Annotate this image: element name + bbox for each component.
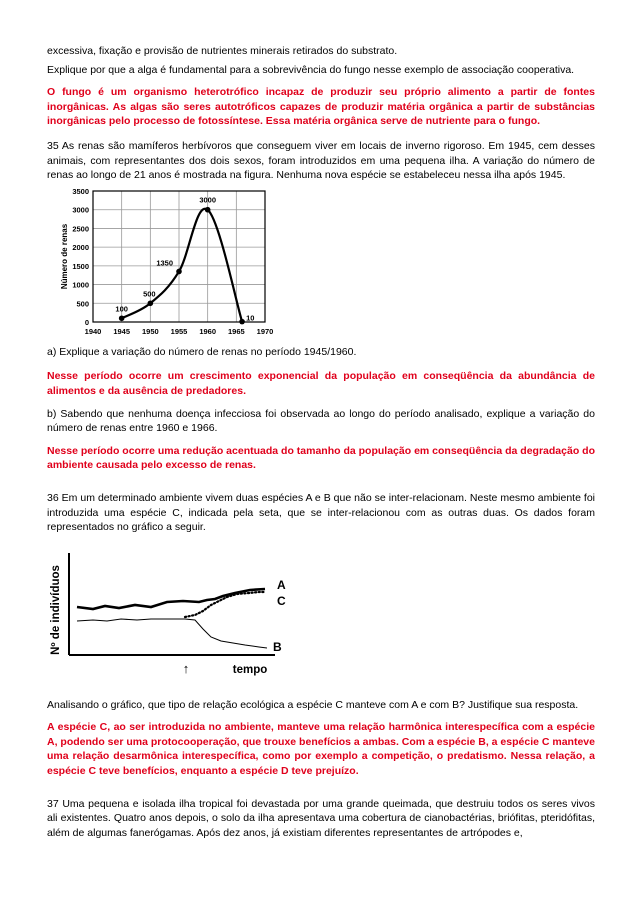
answer-alga: O fungo é um organismo heterotrófico incapaz de produzir seu próprio alimento a partir de fontes inorgânicas. As algas são seres autotróficos capazes de produzir matéria orgânica a partir de substâncias inorgânicas pelo processo de fotossíntese. Essa matéria orgânica serve de nutriente para o fungo. [47, 86, 595, 128]
y-tick-label: 1500 [72, 261, 89, 271]
document-page [47, 44, 595, 840]
y-tick-label: 0 [84, 317, 89, 327]
reindeer-chart [51, 183, 311, 341]
x-tick-label: 1955 [170, 326, 188, 336]
question-36b: Analisando o gráfico, que tipo de relação ecológica a espécie C manteve com A e com B? Justifique sua resposta. [47, 698, 579, 711]
data-point [176, 268, 182, 274]
data-point [148, 300, 154, 306]
x-tick-label: 1950 [141, 326, 159, 336]
data-label: 500 [143, 289, 156, 299]
question-35b: b) Sabendo que nenhuma doença infecciosa foi observada ao longo do período analisado, explique a variação do número de renas entre 1960 e 1966. [47, 407, 595, 435]
data-label: 10 [246, 313, 255, 323]
data-point [119, 315, 125, 321]
arrow-up-icon: ↑ [182, 660, 190, 676]
x-axis-label: tempo [232, 663, 268, 676]
answer-36: A espécie C, ao ser introduzida no ambiente, manteve uma relação harmônica interespecífica com a espécie A, podendo ser uma protocooperação, que trouxe benefícios a ambas. Com a espécie B, a espécie C manteve uma relação desarmônica interespecífica, como por exemplo a competição, o predatismo. Nessa relação, a espécie C teve benefícios, enquanto a espécie D teve prejuízo. [47, 721, 595, 778]
x-tick-label: 1960 [199, 326, 217, 336]
y-tick-label: 3000 [72, 205, 89, 215]
data-label: 3000 [199, 195, 217, 205]
question-36: 36 Em um determinado ambiente vivem duas espécies A e B que não se inter-relacionam. Neste mesmo ambiente foi introduzida uma espécie C, indicada pela seta, que se inter-relacionou com as outras duas. Os dados foram representados no gráfico a seguir. [47, 491, 595, 534]
question-alga: Explique por que a alga é fundamental para a sobrevivência do fungo nesse exemplo de associação cooperativa. [47, 63, 575, 76]
series-label-c: C [277, 593, 286, 608]
data-point [239, 319, 245, 325]
x-tick-label: 1940 [84, 326, 102, 336]
data-point [205, 207, 211, 213]
x-tick-label: 1965 [227, 326, 245, 336]
question-37: 37 Uma pequena e isolada ilha tropical foi devastada por uma grande queimada, que destruiu todos os seres vivos ali existentes. Quatro anos depois, o solo da ilha apresentava uma cobertura de cianobactérias, briófitas, pteridófitas, além de algumas fanerógamas. Após dez anos, já existiam diferentes representantes de artrópodes e, [47, 797, 595, 839]
series-label-a: A [277, 577, 286, 592]
question-35: 35 As renas são mamíferos herbívoros que conseguem viver em locais de inverno rigoroso. Em 1945, cem desses animais, com representantes dos dois sexos, foram introduzidos em uma pequena ilha. A variação do número de renas ao longo de 21 anos é mostrada na figura. Nenhuma nova espécie se estabeleceu nessa ilha após 1945. [47, 139, 595, 182]
population-curve [122, 208, 242, 321]
y-tick-label: 3500 [72, 186, 89, 196]
data-label: 100 [115, 304, 128, 314]
series-label-b: B [273, 639, 282, 654]
y-axis-label: Nº de indivíduos [50, 564, 62, 655]
x-tick-label: 1970 [256, 326, 274, 336]
answer-35a: Nesse período ocorre um crescimento exponencial da população em conseqüência da abundância de alimentos e da ausência de predadores. [47, 370, 595, 397]
series-a-line [77, 589, 265, 609]
data-label: 1350 [156, 258, 173, 268]
y-tick-label: 500 [76, 299, 89, 309]
y-tick-label: 1000 [72, 280, 89, 290]
y-tick-label: 2500 [72, 224, 89, 234]
paragraph-substrate: excessiva, fixação e provisão de nutrientes minerais retirados do substrato. [47, 45, 398, 57]
question-35a: a) Explique a variação do número de renas no período 1945/1960. [47, 345, 357, 358]
y-tick-label: 2000 [72, 242, 89, 252]
species-chart [45, 545, 305, 680]
answer-35b: Nesse período ocorre uma redução acentuada do tamanho da população em conseqüência da degradação do ambiente causada pelo excesso de renas. [47, 444, 595, 472]
series-b-line [77, 619, 267, 648]
y-axis-label: Número de renas [60, 223, 69, 289]
x-tick-label: 1945 [113, 326, 131, 336]
